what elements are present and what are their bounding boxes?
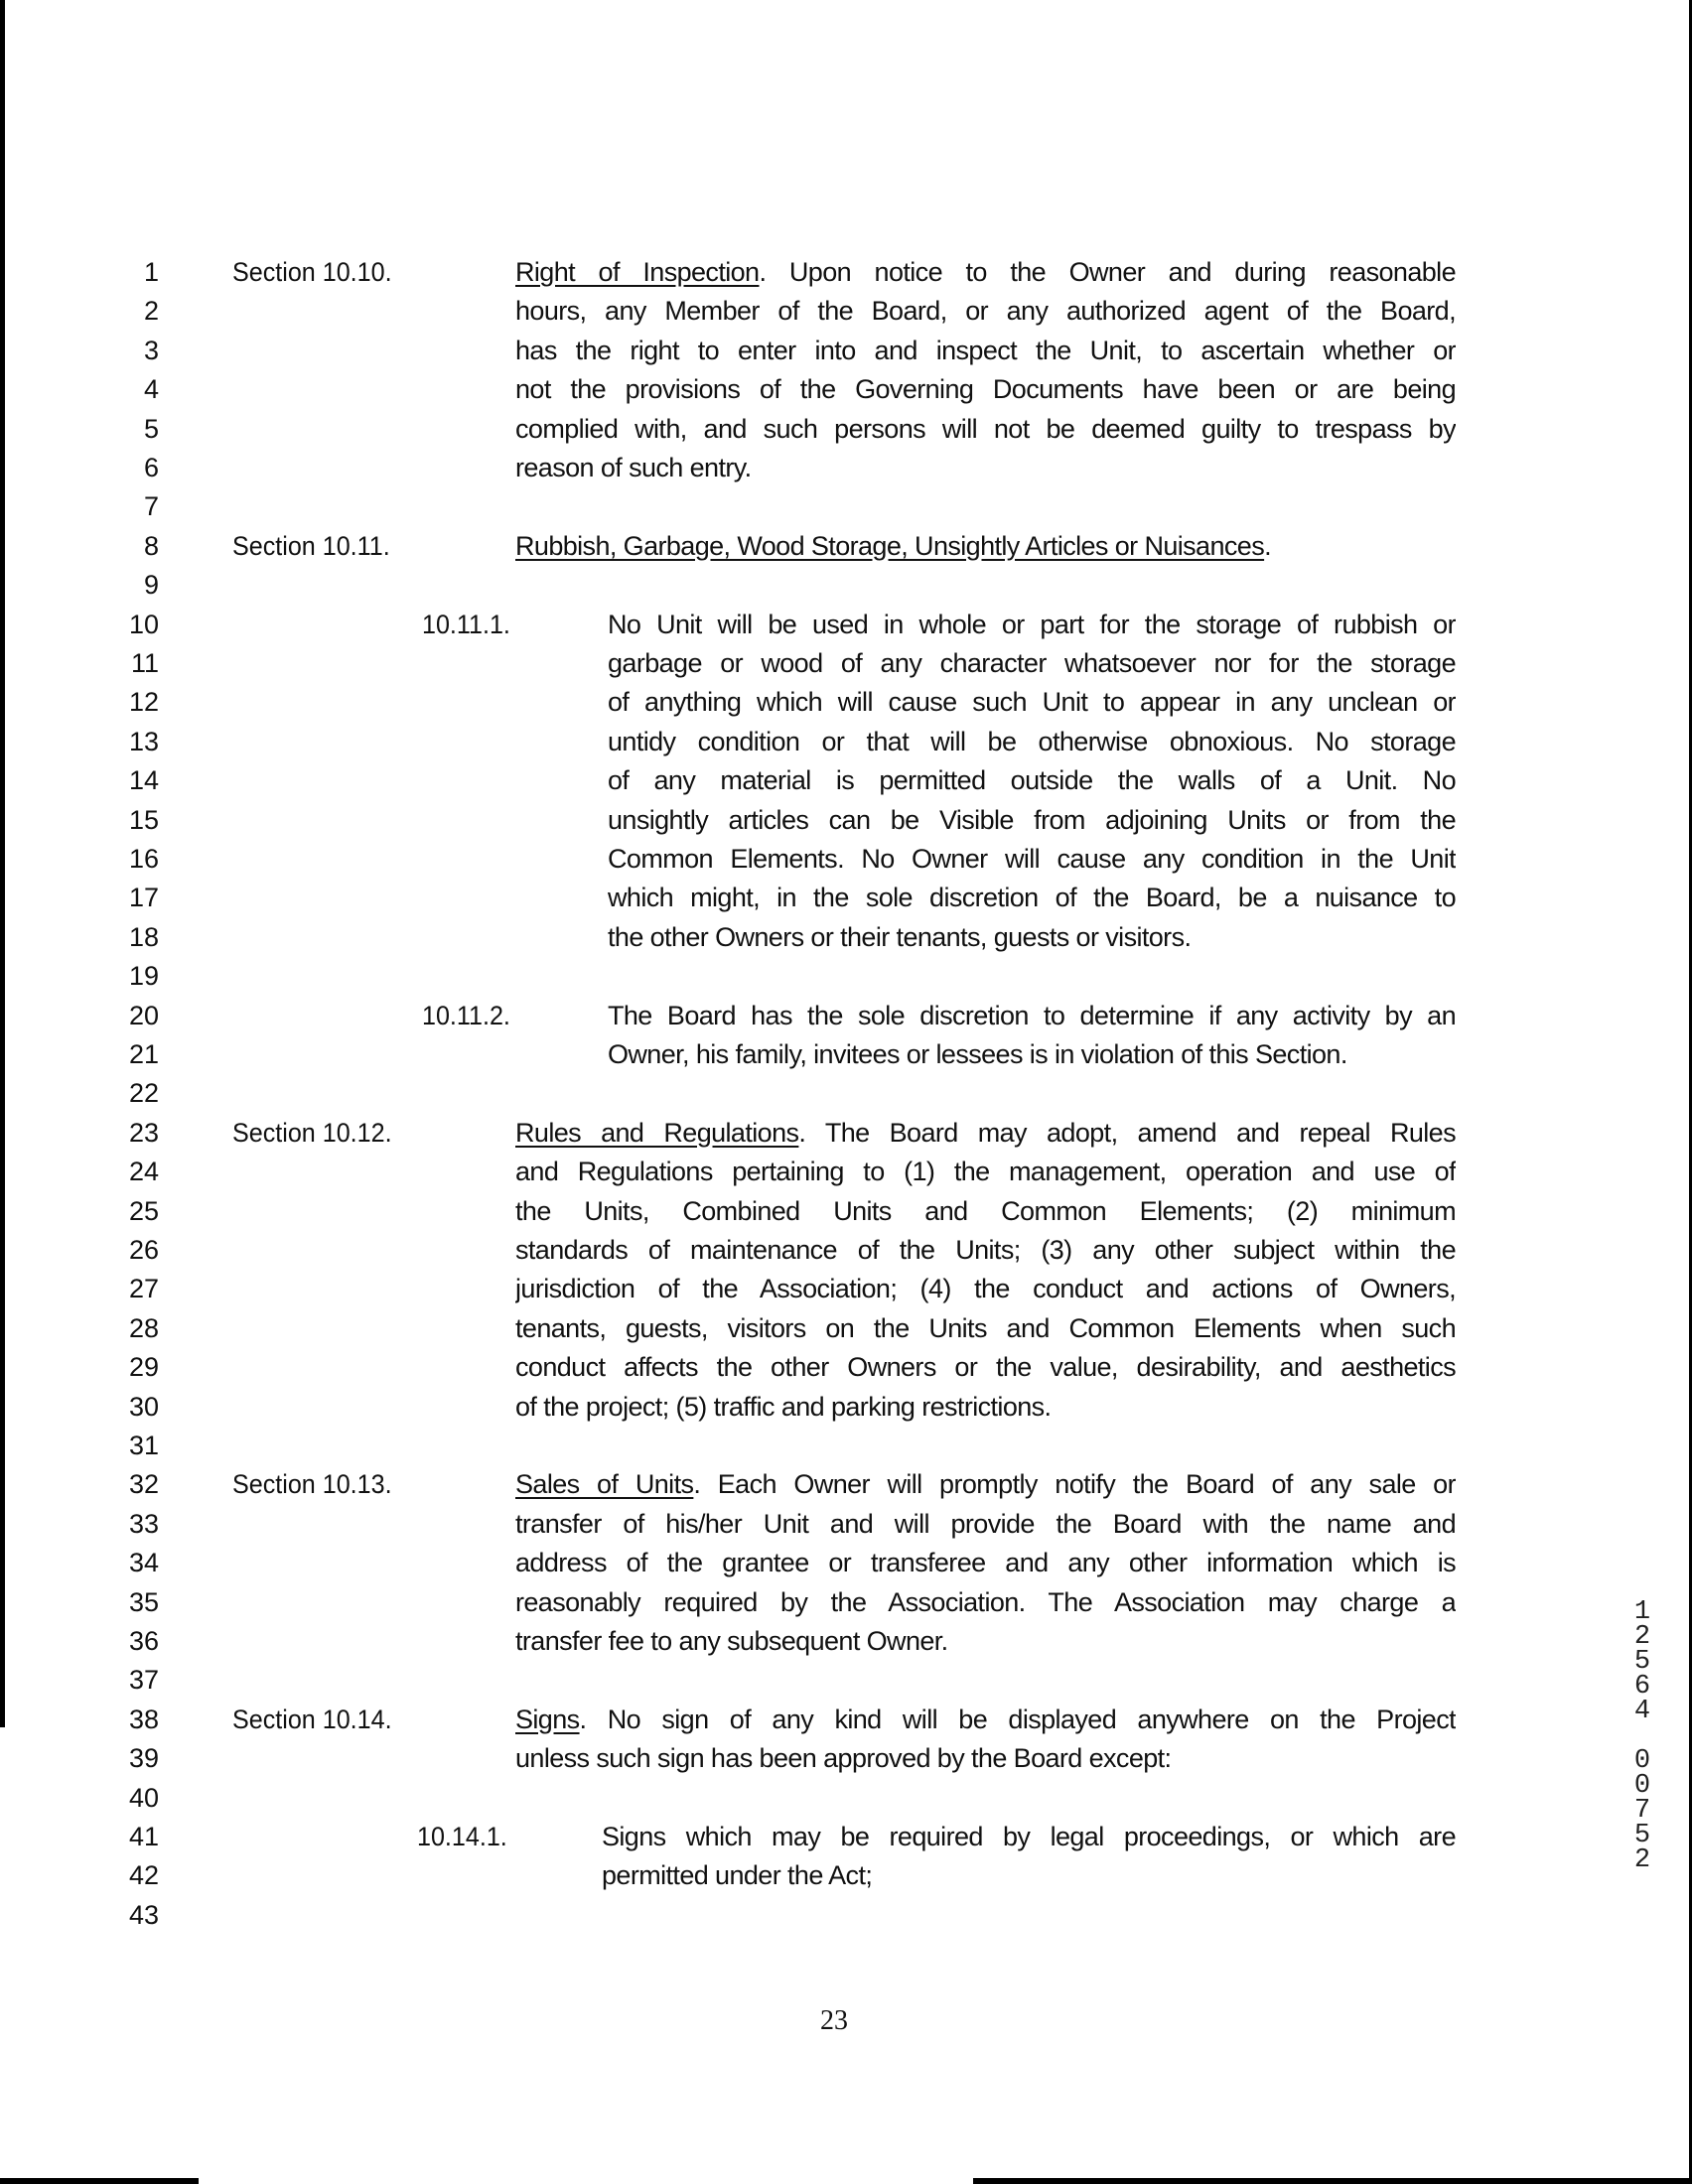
section-label: Section 10.12. <box>232 1117 392 1148</box>
line-number: 40 <box>128 1782 159 1813</box>
subsection-text-line: No Unit will be used in whole or part for the storage of rubbish or <box>608 609 1456 639</box>
line-number: 19 <box>128 961 159 992</box>
stamp-digit: 2 <box>1633 1845 1651 1875</box>
subsection-number: 10.11.1. <box>422 609 510 639</box>
subsection-number: 10.14.1. <box>417 1822 507 1851</box>
page-number: 23 <box>820 2005 848 2036</box>
line-number: 9 <box>143 570 159 601</box>
line-number: 27 <box>128 1274 159 1304</box>
line-number: 26 <box>128 1235 159 1265</box>
line-number: 42 <box>128 1860 159 1891</box>
section-text-line: reason of such entry. <box>515 453 752 482</box>
line-number: 24 <box>128 1157 159 1187</box>
stamp-digit: 5 <box>1633 1821 1651 1850</box>
line-number: 35 <box>128 1586 159 1617</box>
subsection-text-line: Common Elements. No Owner will cause any condition in the Unit <box>608 844 1456 874</box>
section-text-line: not the provisions of the Governing Documents have been or are being <box>515 374 1456 405</box>
section-text-line: transfer of his/her Unit and will provide the Board with the name and <box>515 1508 1456 1539</box>
stamp-digit: 2 <box>1633 1622 1651 1652</box>
subsection-text-line: Signs which may be required by legal proceedings, or which are <box>602 1822 1456 1851</box>
subsection-text-line: permitted under the Act; <box>602 1860 873 1891</box>
section-heading-line: Rubbish, Garbage, Wood Storage, Unsightly Articles or Nuisances. <box>515 530 1272 561</box>
section-text-line: has the right to enter into and inspect the Unit, to ascertain whether or <box>515 335 1456 365</box>
section-text-line: complied with, and such persons will not be deemed guilty to trespass by <box>515 413 1456 444</box>
section-text-line: and Regulations pertaining to (1) the management, operation and use of <box>515 1157 1456 1187</box>
section-heading: Signs <box>515 1704 580 1734</box>
section-text-line: Sales of Units. Each Owner will promptly notify the Board of any sale or <box>515 1469 1456 1500</box>
line-number: 14 <box>128 765 159 796</box>
subsection-text-line: of any material is permitted outside the walls of a Unit. No <box>608 765 1456 796</box>
line-number: 7 <box>143 491 159 522</box>
line-number: 5 <box>143 413 159 444</box>
section-text-line: the Units, Combined Units and Common Elements; (2) minimum <box>515 1195 1456 1226</box>
subsection-text-line: Owner, his family, invitees or lessees is in violation of this Section. <box>608 1039 1347 1069</box>
line-number: 33 <box>128 1508 159 1539</box>
line-number: 8 <box>143 530 159 561</box>
section-heading: Right of Inspection <box>515 257 760 287</box>
stamp-digit: 6 <box>1633 1672 1651 1702</box>
section-text-line: standards of maintenance of the Units; (3) any other subject within the <box>515 1235 1456 1265</box>
line-number: 30 <box>128 1391 159 1422</box>
stamp-digit: 0 <box>1633 1746 1651 1776</box>
line-number: 20 <box>128 1000 159 1030</box>
section-label: Section 10.13. <box>232 1469 392 1500</box>
section-text-line: conduct affects the other Owners or the value, desirability, and aesthetics <box>515 1352 1456 1383</box>
line-number: 25 <box>128 1195 159 1226</box>
stamp-digit: 7 <box>1633 1796 1651 1826</box>
line-number: 36 <box>128 1626 159 1656</box>
line-number: 28 <box>128 1312 159 1343</box>
line-number: 32 <box>128 1469 159 1500</box>
stamp-digit: 0 <box>1633 1771 1651 1801</box>
line-number: 38 <box>128 1704 159 1734</box>
line-number: 37 <box>128 1665 159 1696</box>
document-stamp-number <box>1628 1597 1656 1875</box>
line-number: 18 <box>128 921 159 952</box>
line-number: 16 <box>128 844 159 874</box>
line-number: 39 <box>128 1743 159 1774</box>
section-label: Section 10.14. <box>232 1704 392 1734</box>
section-text-line: Signs. No sign of any kind will be displayed anywhere on the Project <box>515 1704 1456 1734</box>
section-text-line: unless such sign has been approved by the Board except: <box>515 1743 1172 1774</box>
subsection-text-line: The Board has the sole discretion to determine if any activity by an <box>608 1000 1456 1030</box>
scan-edge-gap <box>199 2178 973 2184</box>
line-number: 13 <box>128 726 159 756</box>
line-number: 31 <box>128 1431 159 1460</box>
section-heading: Sales of Units <box>515 1469 694 1500</box>
line-number: 6 <box>143 453 159 482</box>
line-number: 10 <box>128 609 159 639</box>
section-label: Section 10.11. <box>232 530 390 561</box>
section-text-line: of the project; (5) traffic and parking restrictions. <box>515 1391 1052 1422</box>
section-text-line: jurisdiction of the Association; (4) the conduct and actions of Owners, <box>515 1274 1456 1304</box>
section-text-line: address of the grantee or transferee and any other information which is <box>515 1548 1456 1578</box>
section-heading: Rubbish, Garbage, Wood Storage, Unsightly Articles or Nuisances <box>515 530 1265 561</box>
line-number: 34 <box>128 1548 159 1578</box>
line-number: 43 <box>128 1899 159 1930</box>
line-number: 2 <box>143 296 159 327</box>
subsection-text-line: of anything which will cause such Unit to appear in any unclean or <box>608 687 1456 718</box>
line-number: 23 <box>128 1117 159 1148</box>
subsection-text-line: which might, in the sole discretion of the Board, be a nuisance to <box>608 883 1456 913</box>
subsection-text-line: unsightly articles can be Visible from adjoining Units or from the <box>608 804 1456 835</box>
line-number: 1 <box>143 257 159 287</box>
line-number: 11 <box>130 648 159 678</box>
subsection-text-line: garbage or wood of any character whatsoever nor for the storage <box>608 648 1456 678</box>
line-number: 3 <box>143 335 159 365</box>
subsection-number: 10.11.2. <box>422 1000 510 1030</box>
line-number: 17 <box>128 883 159 913</box>
line-number: 21 <box>128 1039 159 1069</box>
subsection-text-line: untidy condition or that will be otherwise obnoxious. No storage <box>608 726 1456 756</box>
stamp-digit: 4 <box>1633 1697 1651 1726</box>
subsection-text-line: the other Owners or their tenants, guests or visitors. <box>608 921 1192 952</box>
line-number: 41 <box>128 1822 159 1851</box>
section-text-line: transfer fee to any subsequent Owner. <box>515 1626 948 1656</box>
section-text-line: Right of Inspection. Upon notice to the Owner and during reasonable <box>515 257 1456 287</box>
stamp-digit: 1 <box>1633 1597 1651 1627</box>
line-number: 12 <box>128 687 159 718</box>
section-text-line: Rules and Regulations. The Board may adopt, amend and repeal Rules <box>515 1117 1456 1148</box>
stamp-digit: 5 <box>1633 1647 1651 1677</box>
scan-edge-left <box>0 0 5 1727</box>
line-number: 4 <box>143 374 159 405</box>
line-number: 29 <box>128 1352 159 1383</box>
section-label: Section 10.10. <box>232 257 392 287</box>
section-heading: Rules and Regulations <box>515 1117 799 1148</box>
section-text-line: hours, any Member of the Board, or any authorized agent of the Board, <box>515 296 1456 327</box>
line-number: 15 <box>128 804 159 835</box>
section-text-line: tenants, guests, visitors on the Units and Common Elements when such <box>515 1312 1456 1343</box>
line-number: 22 <box>128 1078 159 1109</box>
section-text-line: reasonably required by the Association. The Association may charge a <box>515 1586 1456 1617</box>
